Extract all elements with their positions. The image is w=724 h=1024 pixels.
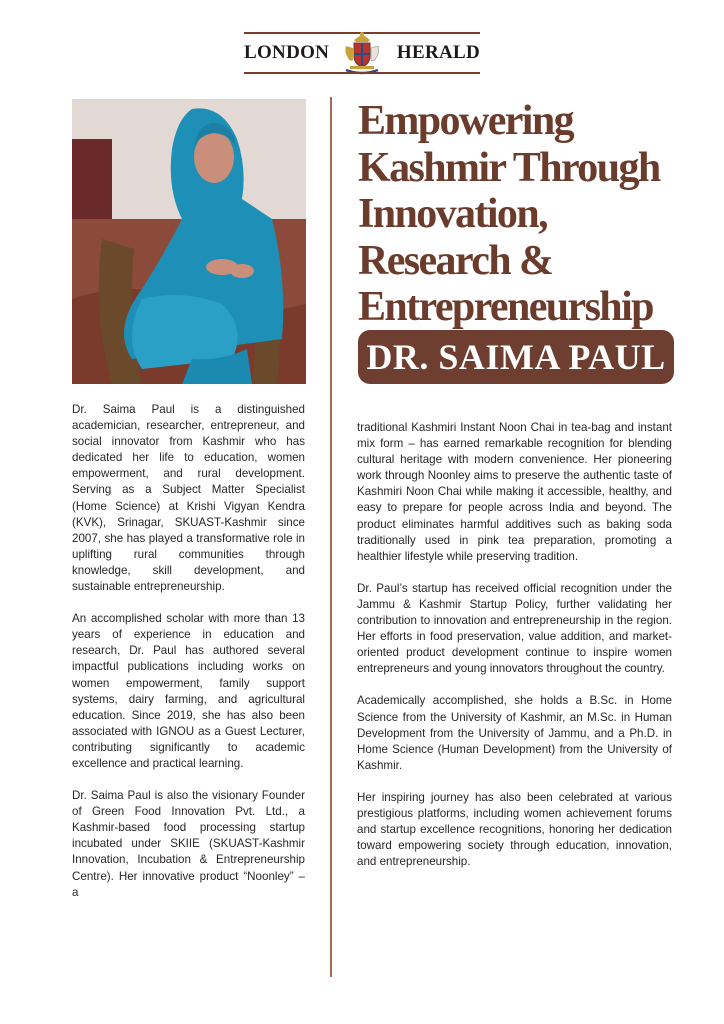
masthead — [244, 30, 480, 78]
headline-line: Entrepreneurship — [358, 284, 653, 330]
headline-line: Empowering — [358, 98, 574, 144]
name-badge-text: DR. SAIMA PAUL — [366, 337, 666, 377]
body-paragraph: Academically accomplished, she holds a B.Sc. in Home Science from the University of Kashmir, an M.Sc. in Human Development from the University of Jammu, and a Ph.D. in Home Science (Human Development) from the University of Kashmir. — [357, 694, 672, 772]
masthead-bottom-rule — [244, 72, 480, 74]
body-paragraph: Dr. Saima Paul is a distinguished academician, researcher, entrepreneur, and social innovator from Kashmir who has dedicated her life to education, women empowerment, and rural development. Serving as a Subject Matter Specialist (Home Science) at Krishi Vigyan Kendra (KVK), Srinagar, SKUAST-Kashmir since 2007, she has played a transformative role in uplifting rural communities through knowledge, skill development, and sustainable entrepreneurship. — [72, 403, 305, 594]
masthead-right-word: HERALD — [396, 42, 480, 63]
masthead-left-word: LONDON — [244, 42, 330, 63]
name-badge — [358, 330, 674, 384]
body-paragraph: An accomplished scholar with more than 13 years of experience in education and research, Dr. Paul has authored several impactful publications including works on women empowerment, family support systems, dairy farming, and agricultural education. Since 2019, she has also been associated with IGNOU as a Guest Lecturer, contributing significantly to academic excellence and practical learning. — [72, 612, 305, 770]
headline-line: Kashmir Through — [358, 144, 660, 191]
body-paragraph: traditional Kashmiri Instant Noon Chai in tea-bag and instant mix form – has earned remarkable recognition for blending cultural heritage with modern convenience. Her pioneering work through Noonley aims to preserve the authentic taste of Kashmiri Noon Chai while making it accessible, healthy, and easy to prepare for people across India and beyond. The product eliminates harmful additives such as baking soda traditionally used in pink tea preparation, promoting a healthier lifestyle while preserving tradition. — [357, 421, 672, 563]
column-divider — [330, 97, 332, 977]
royal-coat-of-arms-icon — [340, 30, 384, 76]
body-paragraph: Her inspiring journey has also been celebrated at various prestigious platforms, including women achievement forums and startup excellence recognitions, honoring her dedication toward empowering society through education, innovation, and entrepreneurship. — [357, 790, 672, 869]
body-paragraph: Dr. Paul’s startup has received official recognition under the Jammu & Kashmir Startup Policy, further validating her contribution to innovation and entrepreneurship in the region. Her efforts in food preservation, value addition, and market-oriented product development continue to inspire women entrepreneurs and young innovators throughout the country. — [357, 581, 672, 676]
body-paragraph: Dr. Saima Paul is also the visionary Founder of Green Food Innovation Pvt. Ltd., a Kashmir-based food processing startup incubated under SKIIE (SKUAST-Kashmir Innovation, Incubation & Entrepreneurship Centre). Her innovative product “Noonley” – a — [72, 789, 305, 899]
headline-line: Research & — [358, 237, 553, 284]
portrait-photo — [72, 99, 306, 384]
right-column — [357, 420, 672, 886]
left-column — [72, 402, 305, 917]
headline-line: Innovation, — [358, 191, 547, 237]
headline — [358, 98, 688, 331]
